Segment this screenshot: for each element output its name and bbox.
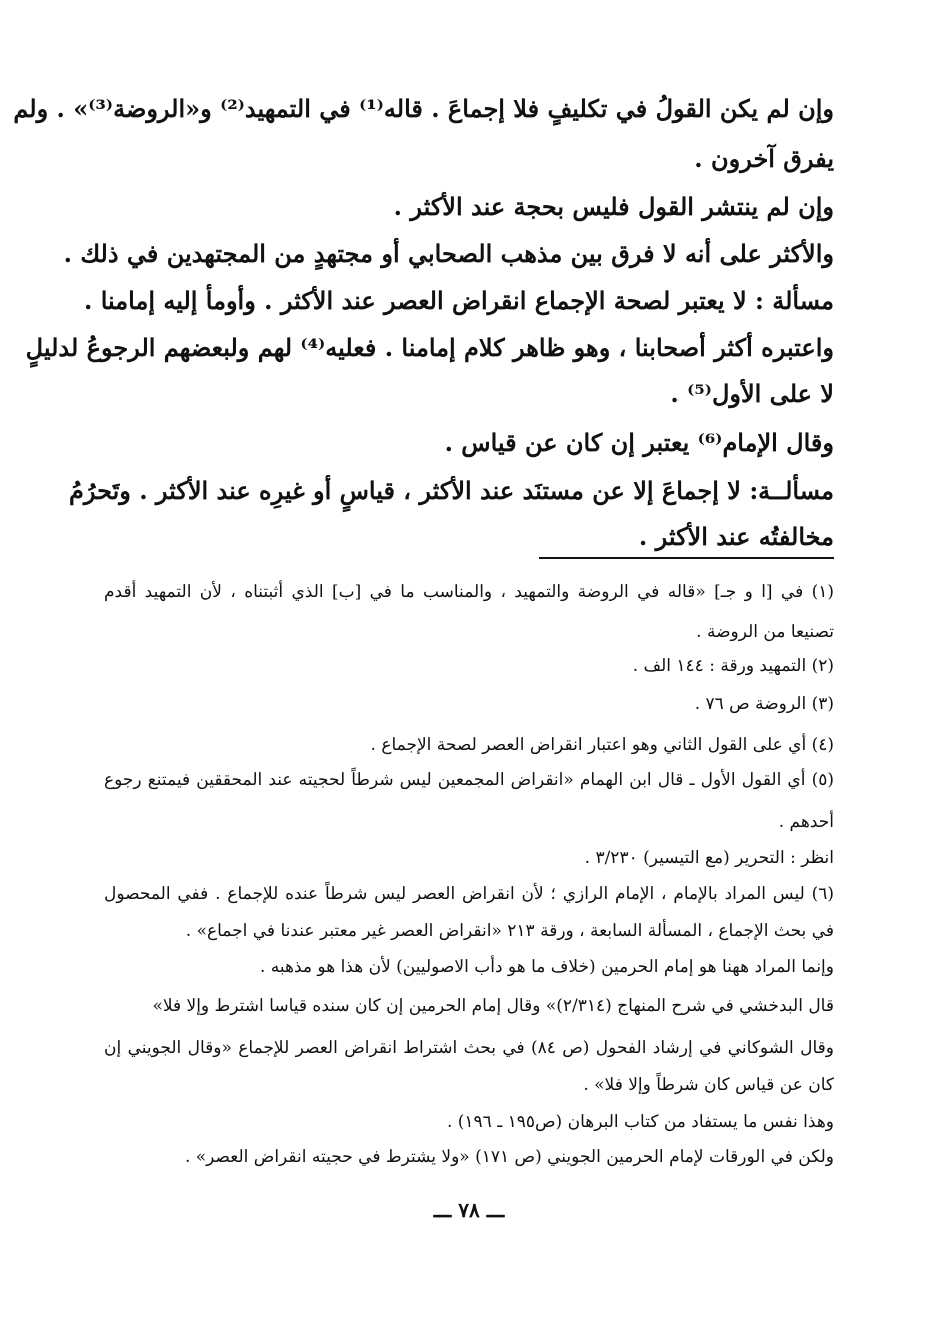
page-number: ـــ ٧٨ ـــ (433, 1198, 505, 1222)
footnote-separator (539, 557, 834, 559)
footnote-line: وقال الشوكاني في إرشاد الفحول (ص ٨٤) في بحث اشتراط انقراض العصر للإجماع «وقال الجويني إن (104, 1038, 834, 1058)
footnote-line: في بحث الإجماع ، المسألة السابعة ، ورقة ٢١٣ «انقراض العصر غير معتبر عندنا في اجماع» . (185, 921, 834, 941)
footnote-line: كان عن قياس كان شرطاً وإلا فلا» . (583, 1075, 834, 1095)
footnote-line: (٢) التمهيد ورقة : ١٤٤ الف . (632, 656, 834, 676)
footnote-line: تصنيعا من الروضة . (696, 622, 834, 642)
footnote-line: وإنما المراد ههنا هو إمام الحرمين (خلاف ما هو دأب الاصوليين) لأن هذا هو مذهبه . (259, 957, 834, 977)
footnote-line: قال البدخشي في شرح المنهاج (٢/٣١٤)» وقال إمام الحرمين إن كان سنده قياسا اشترط وإلا فلا» (152, 996, 834, 1016)
footnote-line: وهذا نفس ما يستفاد من كتاب البرهان (ص١٩٥ ـ ١٩٦) . (446, 1112, 834, 1132)
footnote-line: (٥) أي القول الأول ـ قال ابن الهمام «انقراض المجمعين ليس شرطاً لحجيته عند المحققين فيمتنع رجوع (104, 770, 834, 790)
main-text-line: وقال الإمام⁽⁶⁾ يعتبر إن كان عن قياس . (444, 428, 834, 457)
main-text-line: وإن لم ينتشر القول فليس بحجة عند الأكثر . (393, 192, 834, 221)
main-text-line: مسألة : لا يعتبر لصحة الإجماع انقراض العصر عند الأكثر . وأومأ إليه إمامنا . (84, 286, 834, 315)
footnote-line: (١) في [ا و جـ] «قاله في الروضة والتمهيد ، والمناسب ما في [ب] الذي أثبتناه ، لأن التمهيد أقدم (104, 582, 834, 602)
main-text-line: وإن لم يكن القولُ في تكليفٍ فلا إجماعَ . قاله⁽¹⁾ في التمهيد⁽²⁾ و«الروضة⁽³⁾» . ولم (13, 94, 834, 123)
footnote-line: انظر : التحرير (مع التيسير) ٣/٢٣٠ . (584, 848, 834, 868)
main-text-line: والأكثر على أنه لا فرق بين مذهب الصحابي أو مجتهدٍ من المجتهدين في ذلك . (63, 239, 834, 268)
footnote-line: (٣) الروضة ص ٧٦ . (694, 694, 834, 714)
main-text-line: مخالفتُه عند الأكثر . (638, 522, 834, 551)
main-text-line: واعتبره أكثر أصحابنا ، وهو ظاهر كلام إمامنا . فعليه⁽⁴⁾ لهم ولبعضهم الرجوعُ لدليلٍ (25, 333, 834, 362)
main-text-line: لا على الأول⁽⁵⁾ . (670, 379, 834, 408)
main-text-line: مسألــة: لا إجماعَ إلا عن مستنَد عند الأكثر ، قياسٍ أو غيرِه عند الأكثر . وتَحرُمُ (68, 476, 834, 505)
footnote-line: (٦) ليس المراد بالإمام ، الإمام الرازي ؛ لأن انقراض العصر ليس شرطاً عنده للإجماع . ففي المحصول (104, 884, 834, 904)
footnote-line: ولكن في الورقات لإمام الحرمين الجويني (ص ١٧١) «ولا يشترط في حجيته انقراض العصر» . (184, 1147, 834, 1167)
main-text-line: يفرق آخرون . (694, 144, 834, 173)
footnote-line: (٤) أي على القول الثاني وهو اعتبار انقراض العصر لصحة الإجماع . (370, 735, 834, 755)
footnote-line: أحدهم . (778, 812, 834, 832)
